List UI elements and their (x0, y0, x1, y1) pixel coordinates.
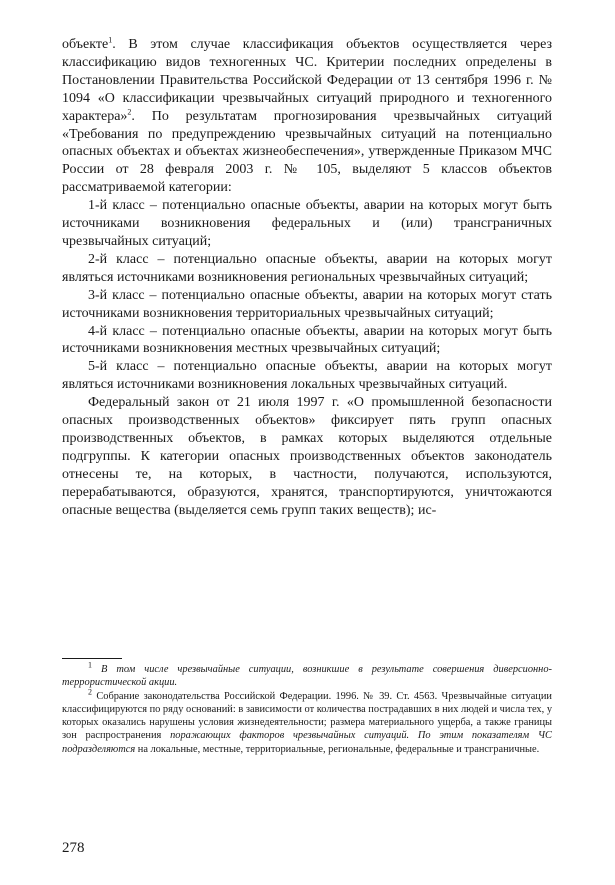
class-5-item: 5-й класс – потенциально опасные объекты, аварии на которых могут являться источниками возникновения локальных чрезвычайных ситуаций. (62, 359, 552, 393)
main-text (62, 36, 552, 519)
footnote-ref-2[interactable]: 2 (127, 106, 132, 116)
page-number: 278 (62, 840, 85, 856)
paragraph-federal-law: Федеральный закон от 21 июля 1997 г. «О промышленной безопасности опасных производственных объектов» фиксирует пять групп опасных производственных объектов, в рамках которых выделяются отдельные подгруппы. К категории опасных производственных объектов законодатель отнесены те, на которых, в частности, получаются, используются, перерабатываются, образуются, хранятся, транспортируются, уничтожаются опасные вещества (выделяется семь групп таких веществ); ис- (62, 395, 552, 518)
class-1-item: 1-й класс – потенциально опасные объекты, аварии на которых могут быть источниками возникновения федеральных и (или) трансграничных чрезвычайных ситуаций; (62, 198, 552, 249)
footnote-2: $^2$ Собрание законодательства Российской Федерации. 1996. № 39. Ст. 4563. Чрезвычайные ситуации классифицируются по ряду оснований: в зависимости от количества пострадавших в них людей и числа тех, у которых оказались нарушены условия жизнедеятельности; размера материального ущерба, а также границы зон распространения поражающих факторов чрезвычайных ситуаций. По этим показателям ЧС подразделяются на локальные, местные, территориальные, региональные, федеральные и трансграничные. (62, 687, 553, 755)
class-4-item: 4-й класс – потенциально опасные объекты, аварии на которых могут быть источниками возникновения местных чрезвычайных ситуаций; (62, 323, 552, 357)
class-3-item: 3-й класс – потенциально опасные объекты, аварии на которых могут стать источниками возникновения территориальных чрезвычайных ситуаций; (62, 287, 552, 321)
footnote-ref-1[interactable]: 1 (108, 35, 113, 45)
class-2-item: 2-й класс – потенциально опасные объекты, аварии на которых могут являться источниками возникновения региональных чрезвычайных ситуаций; (62, 251, 552, 285)
paragraph-intro: объекте$^1$. В этом случае классификация объектов осуществляется через классификацию видов техногенных ЧС. Критерии последних определены в Постановлении Правительства Российской Федерации от 13 сентября 1996 г. № 1094 «О классификации чрезвычайных ситуаций природного и техногенного характера»$^2$. По результатам прогнозирования чрезвычайных ситуаций «Требования по предупреждению чрезвычайных ситуаций на потенциально опасных объектах и объектах жизнеобеспечения», утвержденные Приказом МЧС России от 28 февраля 2003 г. № 105, выделяют 5 классов объектов рассматриваемой категории: (62, 35, 552, 196)
footnote-1: $^1$ В том числе чрезвычайные ситуации, возникшие в результате совершения диверсионно-террористической акции. (62, 660, 552, 689)
footnote-divider (62, 658, 122, 659)
footnotes (62, 658, 552, 756)
